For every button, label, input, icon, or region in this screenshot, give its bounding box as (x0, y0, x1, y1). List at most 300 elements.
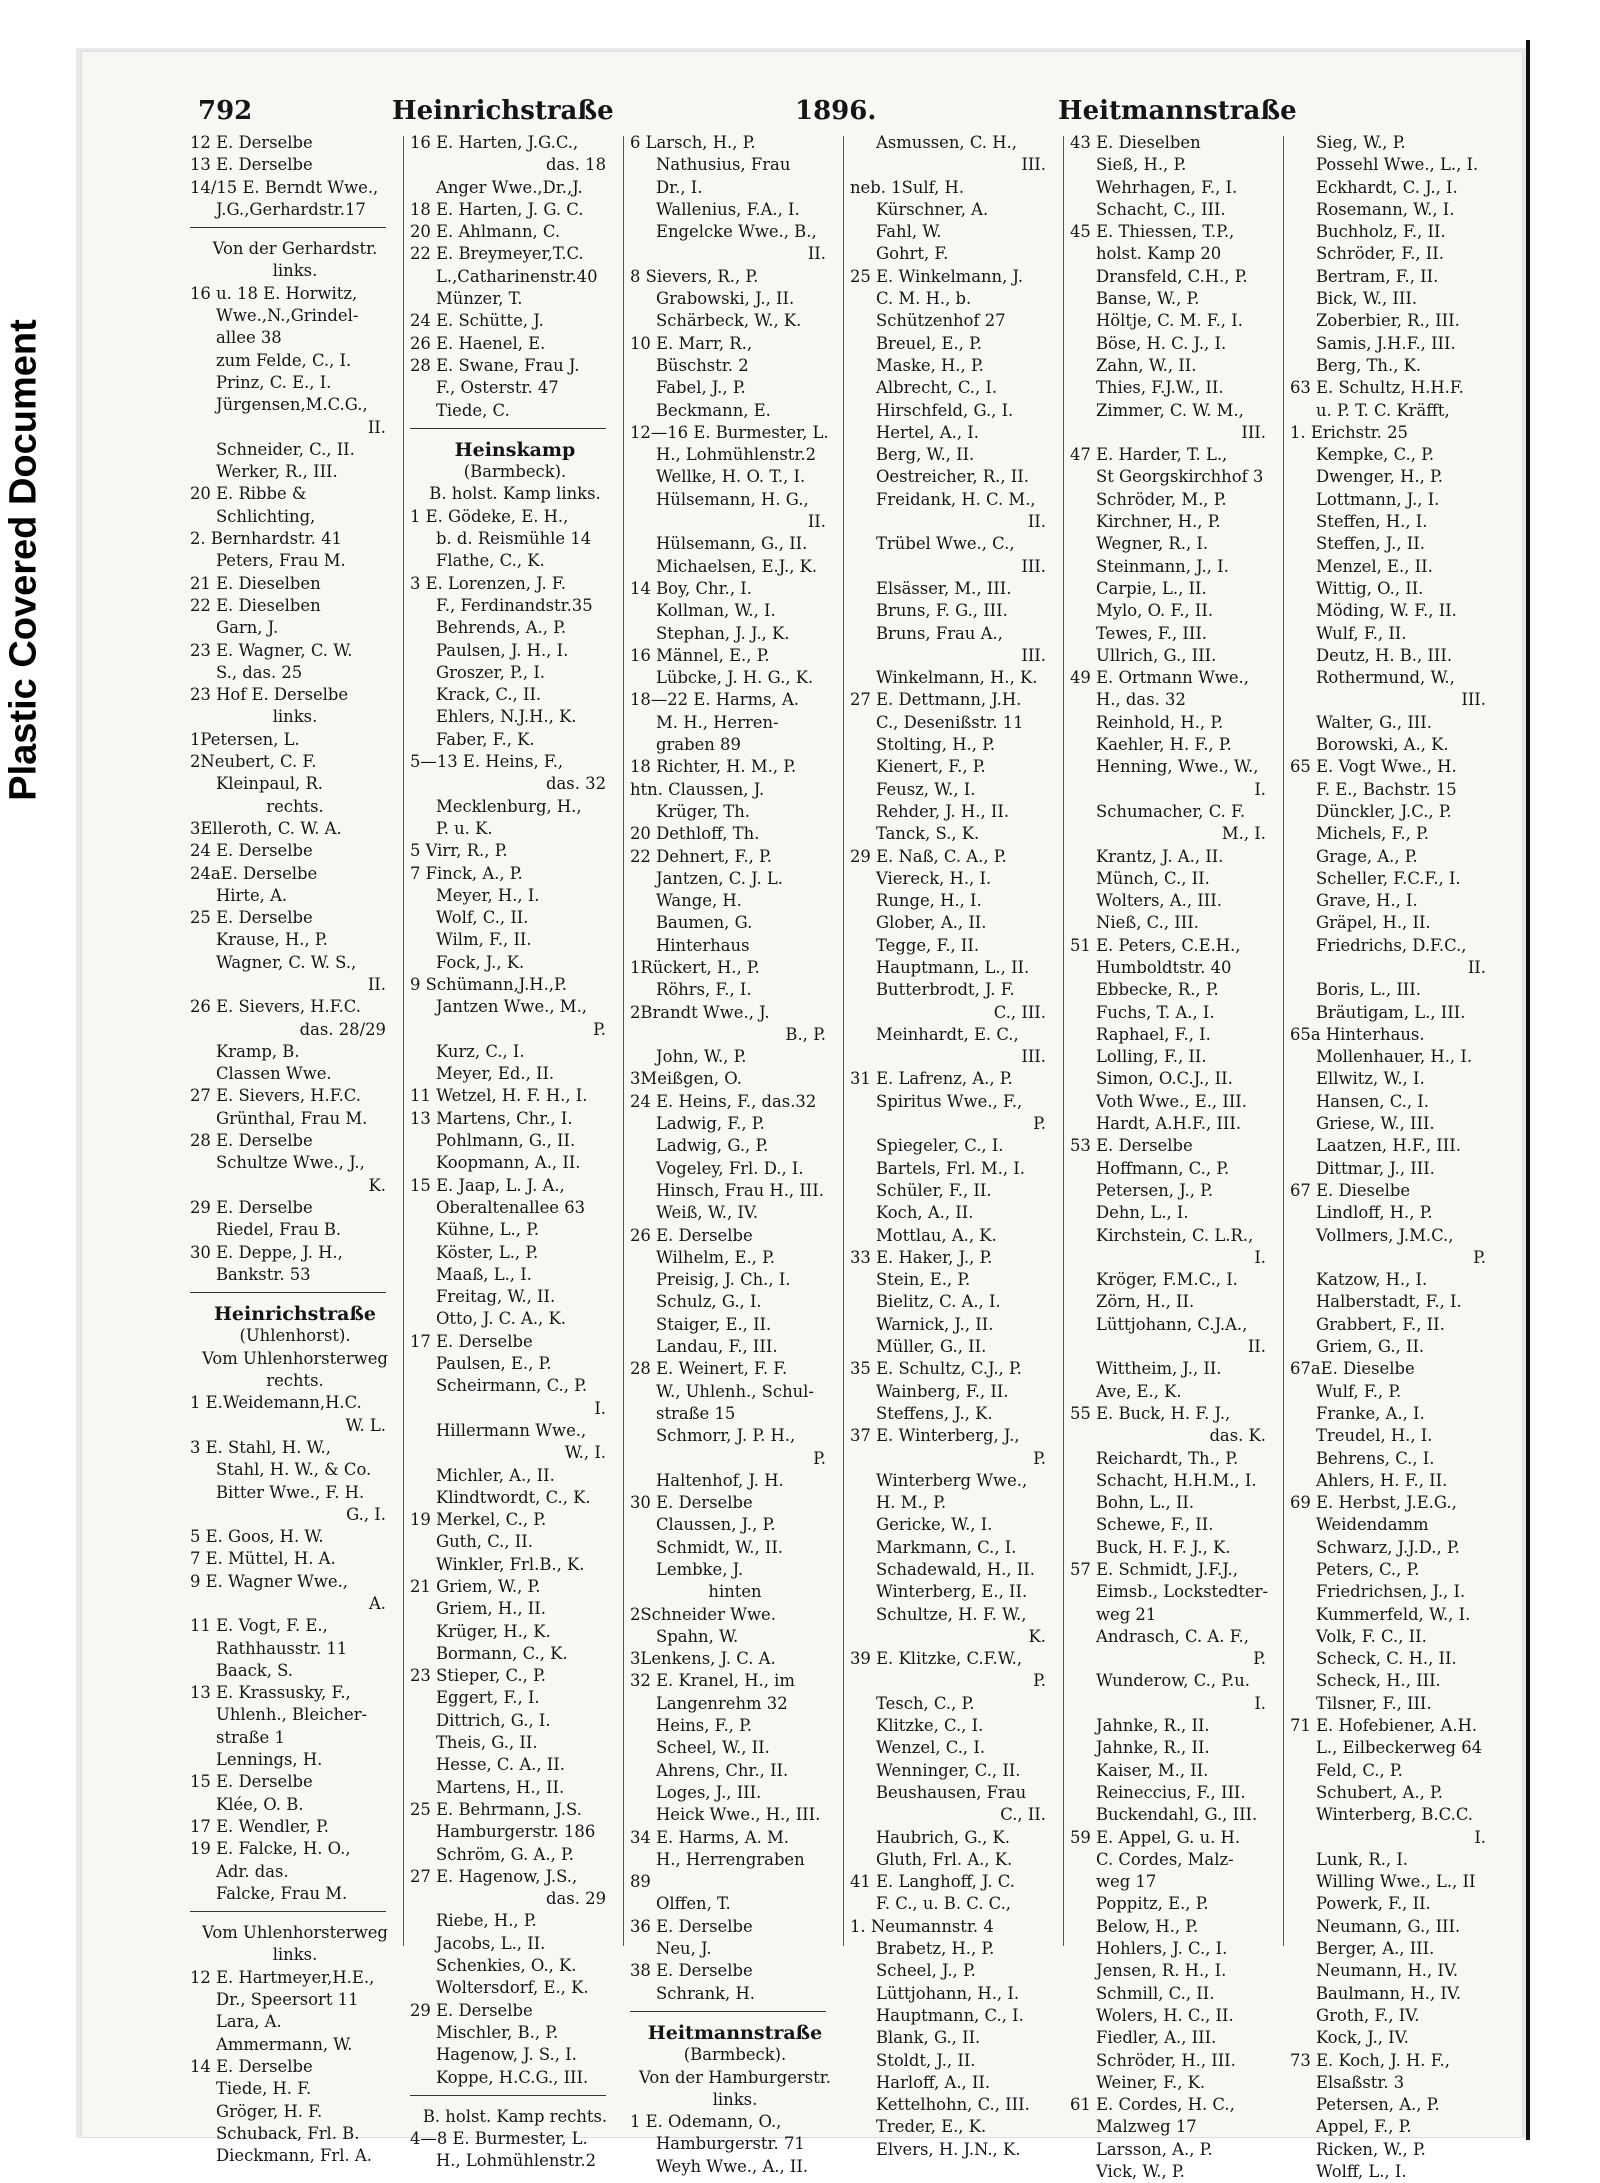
directory-line: Sieg, W., P. (1316, 133, 1406, 152)
directory-line: Höltje, C. M. F., I. (1096, 311, 1243, 331)
directory-line: H., Lohmühlenstr.2 (436, 2151, 597, 2171)
directory-line: Fuchs, T. A., I. (1096, 1002, 1215, 1022)
directory-line: Samis, J.H.F., III. (1316, 333, 1456, 353)
sidebar (0, 0, 48, 2177)
column-divider (1063, 136, 1064, 1946)
directory-line: Schrank, H. (656, 1983, 755, 2003)
directory-line: Wainberg, F., II. (876, 1381, 1009, 1401)
directory-line: Woltersdorf, E., K. (436, 1978, 589, 1998)
directory-line: Flathe, C., K. (436, 551, 545, 571)
directory-line: Baumen, G. (656, 913, 753, 933)
directory-line: Viereck, H., I. (876, 868, 992, 888)
directory-line: Poppitz, E., P. (1096, 1894, 1209, 1914)
directory-line: 67aE. Dieselbe (1290, 1359, 1415, 1379)
directory-line: Borowski, A., K. (1316, 735, 1449, 755)
directory-line: Mylo, O. F., II. (1096, 601, 1214, 621)
directory-line: 28 E. Swane, Frau J. (410, 355, 580, 375)
directory-line: Kurz, C., I. (436, 1041, 525, 1061)
directory-line: Willing Wwe., L., II (1316, 1872, 1476, 1892)
directory-line: Münzer, T. (436, 289, 523, 309)
directory-line: Mischler, B., P. (436, 2022, 559, 2042)
directory-line: 1 E. Odemann, O., (630, 2112, 782, 2132)
directory-line: zum Felde, C., I. (216, 350, 352, 370)
directory-line: 7 Finck, A., P. (410, 863, 523, 883)
directory-line: Lottmann, J., I. (1316, 489, 1440, 509)
directory-line: Laatzen, H.F., III. (1316, 1136, 1461, 1156)
directory-line: Volk, F. C., II. (1316, 1626, 1427, 1646)
directory-line: Lüttjohann, C.J.A., (1096, 1314, 1248, 1334)
year-heading: 1896. (795, 96, 877, 126)
directory-line: Schröder, F., II. (1316, 244, 1444, 264)
directory-line: Fock, J., K. (436, 952, 525, 972)
directory-line: hinten (708, 1582, 762, 1602)
directory-line: graben 89 (656, 735, 741, 755)
directory-line: Bitter Wwe., F. H. (216, 1482, 365, 1502)
directory-line: 47 E. Harder, T. L., (1070, 445, 1228, 465)
directory-line: Von der Gerhardstr. (212, 239, 378, 259)
directory-line: Tesch, C., P. (876, 1693, 975, 1713)
directory-line: Kempke, C., P. (1316, 445, 1435, 465)
directory-line: Steffen, J., II. (1316, 534, 1425, 554)
directory-line: Wolters, A., III. (1096, 891, 1222, 911)
directory-line: Reichardt, Th., P. (1096, 1448, 1239, 1468)
directory-line: Freidank, H. C. M., (876, 489, 1036, 509)
directory-line: Henning, Wwe., W., (1096, 757, 1259, 777)
directory-line: links. (712, 2089, 758, 2109)
directory-line: 25 E. Derselbe (190, 908, 313, 928)
directory-line: 26 E. Haenel, E. (410, 333, 546, 353)
directory-line: Steffens, J., K. (876, 1403, 993, 1423)
directory-line: H., das. 32 (1096, 690, 1186, 710)
directory-line: Hinterhaus (656, 935, 750, 955)
column-divider (403, 136, 404, 1946)
directory-line: Büschstr. 2 (656, 355, 749, 375)
directory-line: Runge, H., I. (876, 891, 982, 911)
directory-line: II. (1467, 957, 1486, 977)
directory-line: 5 Virr, R., P. (410, 841, 508, 861)
directory-line: 38 E. Derselbe (630, 1961, 753, 1981)
directory-line: Treder, E., K. (876, 2117, 987, 2137)
directory-line: P. (1033, 1671, 1046, 1691)
directory-line: Grünthal, Frau M. (216, 1108, 368, 1128)
directory-line: 2Neubert, C. F. (190, 752, 317, 772)
directory-line: Krause, H., P. (216, 930, 328, 950)
directory-line: 27 E. Hagenow, J.S., (410, 1866, 578, 1886)
directory-line: Wulf, F., II. (1316, 623, 1407, 643)
directory-line: Bohn, L., II. (1096, 1493, 1195, 1513)
directory-line: Zoberbier, R., III. (1316, 311, 1460, 331)
directory-line: Weyh Wwe., A., II. (656, 2156, 809, 2176)
directory-line: Hauptmann, C., I. (876, 2005, 1024, 2025)
directory-line: Michels, F., P. (1316, 824, 1429, 844)
directory-line: Dieckmann, Frl. A. (216, 2146, 372, 2166)
directory-line: F. E., Bachstr. 15 (1316, 779, 1457, 799)
directory-line: Paulsen, J. H., I. (436, 640, 569, 660)
column-divider (1283, 136, 1284, 1946)
directory-line: Guth, C., II. (436, 1532, 533, 1552)
section-separator (190, 1911, 386, 1922)
directory-line: das. 18 (546, 155, 606, 175)
directory-line: 29 E. Derselbe (190, 1197, 313, 1217)
directory-line: Spiegeler, C., I. (876, 1136, 1004, 1156)
directory-line: Spahn, W. (656, 1626, 739, 1646)
directory-line: Krüger, Th. (656, 801, 750, 821)
directory-line: Griem, H., II. (436, 1599, 546, 1619)
directory-line: 37 E. Winterberg, J., (850, 1426, 1020, 1446)
directory-line: Dr., I. (656, 177, 703, 197)
directory-line: Brabetz, H., P. (876, 1939, 995, 1959)
directory-line: 12 E. Hartmeyer,H.E., (190, 1967, 375, 1987)
directory-line: F., Ferdinandstr.35 (436, 595, 593, 615)
directory-line: Garn, J. (216, 618, 279, 638)
directory-line: Neu, J. (656, 1939, 712, 1959)
directory-line: Harloff, A., II. (876, 2072, 991, 2092)
directory-line: 67 E. Dieselbe (1290, 1180, 1411, 1200)
directory-line: 59 E. Appel, G. u. H. (1070, 1827, 1241, 1847)
directory-line: Groth, F., IV. (1316, 2005, 1420, 2025)
directory-line: Riebe, H., P. (436, 1911, 537, 1931)
directory-line: Deutz, H. B., III. (1316, 645, 1453, 665)
directory-line: W., I. (564, 1443, 606, 1463)
section-separator (410, 2095, 606, 2106)
directory-line: Jahnke, R., II. (1096, 1716, 1210, 1736)
directory-line: P. (813, 1448, 826, 1468)
directory-line: 1 E. Gödeke, E. H., (410, 506, 569, 526)
directory-line: 30 E. Derselbe (630, 1493, 753, 1513)
directory-line: 15 E. Derselbe (190, 1772, 313, 1792)
directory-line: Behrends, A., P. (436, 618, 567, 638)
directory-line: das. 32 (546, 774, 606, 794)
directory-line: 53 E. Derselbe (1070, 1136, 1193, 1156)
directory-line: 14/15 E. Berndt Wwe., (190, 177, 379, 197)
directory-line: Grabowski, J., II. (656, 289, 795, 309)
directory-line: Ellwitz, W., I. (1316, 1069, 1425, 1089)
directory-line: Wittig, O., II. (1316, 578, 1424, 598)
directory-line: III. (1021, 645, 1046, 665)
directory-line: Dittmar, J., III. (1316, 1158, 1435, 1178)
directory-line: Schlichting, (216, 506, 316, 526)
directory-line: Glober, A., II. (876, 913, 987, 933)
directory-line: Winterberg, B.C.C. (1316, 1805, 1474, 1825)
directory-line: Breuel, E., P. (876, 333, 983, 353)
directory-line: Otto, J. C. A., K. (436, 1309, 566, 1329)
directory-line: Lembke, J. (656, 1560, 744, 1579)
directory-line: 21 Griem, W., P. (410, 1577, 541, 1596)
directory-line: Griese, W., III. (1316, 1114, 1435, 1134)
directory-line: Carpie, L., II. (1096, 578, 1207, 598)
directory-line: St Georgskirchhof 3 (1096, 467, 1264, 487)
directory-line: Gericke, W., I. (876, 1515, 993, 1535)
directory-line: Grabbert, F., II. (1316, 1314, 1445, 1334)
directory-line: Warnick, J., II. (876, 1314, 994, 1334)
directory-line: Baack, S. (216, 1660, 293, 1680)
directory-line: Münch, C., II. (1096, 868, 1210, 888)
directory-line: Gröger, H. F. (216, 2101, 323, 2121)
directory-line: Kröger, F.M.C., I. (1096, 1270, 1238, 1290)
directory-line: Possehl Wwe., L., I. (1316, 155, 1479, 175)
directory-line: Wange, H. (656, 891, 742, 911)
directory-line: Blank, G., II. (876, 2028, 981, 2048)
directory-line: C. Cordes, Malz- (1096, 1849, 1234, 1869)
directory-line: Wagner, C. W. S., (216, 952, 357, 972)
directory-line: Jacobs, L., II. (436, 1933, 546, 1953)
directory-line: Dehn, L., I. (1096, 1203, 1189, 1223)
directory-line: Schultze Wwe., J., (216, 1153, 365, 1173)
directory-line: John, W., P. (656, 1047, 747, 1067)
directory-line: weg 21 (1096, 1604, 1157, 1624)
directory-line: Beushausen, Frau (876, 1782, 1027, 1802)
directory-line: 26 E. Derselbe (630, 1225, 753, 1245)
directory-column-4 (850, 132, 1060, 2159)
directory-line: Berger, A., III. (1316, 1939, 1435, 1959)
street-section-title: Heinskamp (454, 438, 576, 461)
directory-line: B. holst. Kamp links. (429, 484, 601, 504)
directory-line: Franke, A., I. (1316, 1403, 1425, 1423)
directory-line: Gluth, Frl. A., K. (876, 1849, 1013, 1869)
directory-line: Lolling, F., II. (1096, 1047, 1207, 1067)
directory-line: II. (1247, 1337, 1266, 1357)
directory-line: Kummerfeld, W., I. (1316, 1604, 1471, 1624)
directory-line: Powerk, F., II. (1316, 1894, 1431, 1914)
directory-line: Eckhardt, C. J., I. (1316, 177, 1458, 197)
directory-line: Hauptmann, L., II. (876, 957, 1030, 977)
directory-line: Petersen, A., P. (1316, 2095, 1440, 2115)
directory-line: Möding, W. F., II. (1316, 601, 1457, 621)
directory-line: Zimmer, C. W. M., (1096, 400, 1244, 420)
directory-line: weg 17 (1096, 1872, 1157, 1892)
directory-line: u. P. T. C. Kräfft, (1316, 400, 1450, 420)
directory-line: Berg, Th., K. (1316, 355, 1422, 375)
directory-line: Haltenhof, J. H. (656, 1470, 784, 1490)
directory-line: Asmussen, C. H., (876, 133, 1017, 152)
directory-line: Engelcke Wwe., B., (656, 222, 817, 242)
directory-line: 65 E. Vogt Wwe., H. (1290, 757, 1457, 777)
directory-line: Michler, A., II. (436, 1465, 555, 1485)
directory-line: Koopmann, A., II. (436, 1153, 581, 1173)
directory-line: Schacht, C., III. (1096, 199, 1226, 219)
directory-line: L., Eilbeckerweg 64 (1316, 1738, 1483, 1758)
directory-line: B., P. (785, 1024, 826, 1044)
directory-line: 33 E. Haker, J., P. (850, 1247, 993, 1267)
directory-line: (Barmbeck). (683, 2045, 787, 2065)
directory-line: 24aE. Derselbe (190, 863, 318, 883)
directory-line: J.G.,Gerhardstr.17 (216, 199, 366, 219)
directory-line: Tewes, F., III. (1096, 623, 1208, 643)
directory-line: 15 E. Jaap, L. J. A., (410, 1175, 565, 1195)
directory-line: Vick, W., P. (1096, 2162, 1185, 2182)
directory-line: 3Lenkens, J. C. A. (630, 1649, 776, 1669)
directory-line: Reinhold, H., P. (1096, 712, 1224, 732)
directory-line: 13 E. Krassusky, F., (190, 1683, 351, 1703)
directory-line: Albrecht, C., I. (876, 378, 998, 398)
directory-line: Hoffmann, C., P. (1096, 1158, 1230, 1178)
directory-line: 57 E. Schmidt, J.F.J., (1070, 1560, 1238, 1579)
directory-line: II. (1027, 512, 1046, 532)
directory-line: Hertel, A., I. (876, 422, 979, 442)
directory-line: Groszer, P., I. (436, 662, 546, 682)
directory-line: Scheel, J., P. (876, 1961, 976, 1981)
directory-line: I. (1254, 779, 1266, 799)
directory-line: Ahlers, H. F., II. (1316, 1470, 1448, 1490)
directory-line: Scheirmann, C., P. (436, 1376, 588, 1396)
directory-line: 12 E. Derselbe (190, 133, 313, 152)
directory-line: 20 E. Ribbe & (190, 484, 307, 504)
page-number: 792 (198, 96, 253, 126)
directory-line: 11 Wetzel, H. F. H., I. (410, 1086, 588, 1106)
directory-line: Ammermann, W. (216, 2034, 353, 2054)
directory-line: Klindtwordt, C., K. (436, 1487, 591, 1507)
directory-line: neb. 1Sulf, H. (850, 177, 965, 197)
directory-line: Schmill, C., II. (1096, 1983, 1215, 2003)
directory-line: Dünckler, J.C., P. (1316, 801, 1452, 821)
directory-line: (Barmbeck). (463, 462, 567, 482)
directory-line: Griem, G., II. (1316, 1337, 1425, 1357)
directory-line: Schmorr, J. P. H., (656, 1426, 796, 1446)
directory-line: 2Brandt Wwe., J. (630, 1002, 770, 1022)
directory-line: Lüttjohann, H., I. (876, 1983, 1020, 2003)
directory-line: links. (272, 261, 318, 281)
directory-line: straße 15 (656, 1403, 736, 1423)
directory-line: Scheller, F.C.F., I. (1316, 868, 1461, 888)
directory-line: Hesse, C. A., II. (436, 1755, 565, 1775)
directory-line: Kienert, F., P. (876, 757, 986, 777)
directory-line: Wittheim, J., II. (1096, 1359, 1222, 1379)
directory-line: Heins, F., P. (656, 1716, 752, 1736)
directory-line: Feusz, W., I. (876, 779, 976, 799)
directory-line: C., II. (1000, 1805, 1046, 1825)
directory-line: H. M., P. (876, 1493, 947, 1513)
directory-line: M. H., Herren- (656, 712, 779, 732)
directory-line: holst. Kamp 20 (1096, 244, 1222, 264)
directory-line: 22 E. Breymeyer,T.C. (410, 244, 584, 264)
directory-line: Ebbecke, R., P. (1096, 980, 1219, 1000)
directory-line: I. (594, 1398, 606, 1418)
directory-line: straße 1 (216, 1727, 285, 1747)
directory-line: 3Elleroth, C. W. A. (190, 818, 342, 838)
directory-line: Maaß, L., I. (436, 1264, 532, 1284)
directory-line: 89 (630, 1872, 651, 1892)
directory-line: Koch, A., II. (876, 1203, 974, 1223)
directory-line: 25 E. Winkelmann, J. (850, 266, 1024, 286)
directory-line: Malzweg 17 (1096, 2117, 1197, 2137)
directory-line: G., I. (346, 1504, 386, 1524)
directory-line: Kettelhohn, C., III. (876, 2095, 1030, 2115)
directory-line: Steinmann, J., I. (1096, 556, 1229, 576)
directory-line: 11 E. Vogt, F. E., (190, 1616, 328, 1636)
directory-line: Oberaltenallee 63 (436, 1197, 586, 1217)
directory-line: III. (1021, 556, 1046, 576)
directory-line: 16 E. Harten, J.G.C., (410, 133, 579, 152)
directory-line: 23 E. Wagner, C. W. (190, 640, 353, 660)
column-divider (843, 136, 844, 1946)
directory-line: 65a Hinterhaus. (1290, 1024, 1425, 1044)
directory-line: das. K. (1209, 1426, 1266, 1446)
directory-line: 29 E. Derselbe (410, 2000, 533, 2020)
directory-line: 19 Merkel, C., P. (410, 1510, 547, 1530)
directory-line: Maske, H., P. (876, 355, 984, 375)
directory-line: Butterbrodt, J. F. (876, 980, 1015, 1000)
directory-line: Kühne, L., P. (436, 1220, 540, 1240)
directory-line: L.,Catharinenstr.40 (436, 266, 598, 286)
directory-line: Ricken, W., P. (1316, 2139, 1426, 2159)
directory-line: Lunk, R., I. (1316, 1849, 1409, 1869)
directory-line: Hülsemann, G., II. (656, 534, 808, 554)
directory-line: Tilsner, F., III. (1316, 1693, 1432, 1713)
directory-line: Koppe, H.C.G., III. (436, 2067, 589, 2087)
directory-line: 32 E. Kranel, H., im (630, 1671, 795, 1691)
directory-line: Jürgensen,M.C.G., (216, 395, 368, 415)
directory-line: Schacht, H.H.M., I. (1096, 1470, 1257, 1490)
directory-line: Paulsen, E., P. (436, 1354, 552, 1374)
directory-line: Wulf, F., P. (1316, 1381, 1402, 1401)
directory-line: Michaelsen, E.J., K. (656, 556, 818, 576)
directory-line: Appel, F., P. (1316, 2117, 1412, 2137)
directory-line: Trübel Wwe., C., (876, 534, 1015, 554)
directory-line: 14 Boy, Chr., I. (630, 578, 752, 598)
directory-line: Ullrich, G., III. (1096, 645, 1217, 665)
directory-line: Fahl, W. (876, 222, 942, 242)
directory-line: M., I. (1221, 824, 1266, 844)
directory-line: 21 E. Dieselben (190, 573, 321, 593)
directory-line: Neumann, H., IV. (1316, 1961, 1459, 1981)
directory-line: Wilm, F., II. (436, 930, 532, 950)
directory-line: Weiner, F., K. (1096, 2072, 1206, 2092)
directory-line: 63 E. Schultz, H.H.F. (1290, 378, 1464, 398)
directory-line: 24 E. Heins, F., das.32 (630, 1091, 817, 1111)
directory-line: P. (1033, 1448, 1046, 1468)
directory-line: Lennings, H. (216, 1750, 323, 1770)
directory-line: Meyer, Ed., II. (436, 1064, 555, 1084)
directory-line: S., das. 25 (216, 662, 303, 682)
directory-line: Loges, J., III. (656, 1782, 762, 1802)
directory-line: Falcke, Frau M. (216, 1883, 348, 1903)
directory-line: Fabel, J., P. (656, 378, 746, 398)
directory-line: Wolf, C., II. (436, 908, 529, 928)
directory-line: Sieß, H., P. (1096, 155, 1187, 175)
directory-line: Markmann, C., I. (876, 1537, 1017, 1557)
directory-line: Schultze, H. F. W., (876, 1604, 1027, 1624)
directory-line: b. d. Reismühle 14 (436, 529, 592, 549)
directory-line: Peters, Frau M. (216, 551, 346, 571)
directory-line: Eggert, F., I. (436, 1688, 540, 1708)
directory-line: Tiede, H. F. (216, 2079, 312, 2099)
directory-line: Stahl, H. W., & Co. (216, 1460, 372, 1480)
directory-line: P. (593, 1019, 606, 1039)
directory-line: Kirchner, H., P. (1096, 512, 1221, 532)
directory-line: Schärbeck, W., K. (656, 311, 802, 331)
directory-line: 18 Richter, H. M., P. (630, 757, 797, 777)
directory-line: Mollenhauer, H., I. (1316, 1047, 1473, 1067)
directory-line: Stephan, J. J., K. (656, 623, 790, 643)
directory-line: Kürschner, A. (876, 199, 989, 219)
directory-line: Wehrhagen, F., I. (1096, 177, 1238, 197)
directory-line: Schewe, F., II. (1096, 1515, 1214, 1535)
section-separator (190, 1292, 386, 1303)
directory-line: Grave, H., I. (1316, 891, 1418, 911)
directory-line: 2. Bernhardstr. 41 (190, 529, 342, 549)
directory-line: Scheck, H., III. (1316, 1671, 1441, 1691)
directory-line: htn. Claussen, J. (630, 779, 765, 799)
directory-line: Katzow, H., I. (1316, 1270, 1428, 1290)
directory-line: 19 E. Falcke, H. O., (190, 1839, 351, 1859)
directory-line: 1. Neumannstr. 4 (850, 1916, 994, 1936)
directory-line: 10 E. Marr, R., (630, 333, 753, 353)
directory-line: III. (1021, 1047, 1046, 1067)
directory-line: Ladwig, F., P. (656, 1114, 765, 1134)
directory-line: Treudel, H., I. (1316, 1426, 1433, 1446)
directory-line: Klée, O. B. (216, 1794, 304, 1814)
directory-line: Dransfeld, C.H., P. (1096, 266, 1248, 286)
